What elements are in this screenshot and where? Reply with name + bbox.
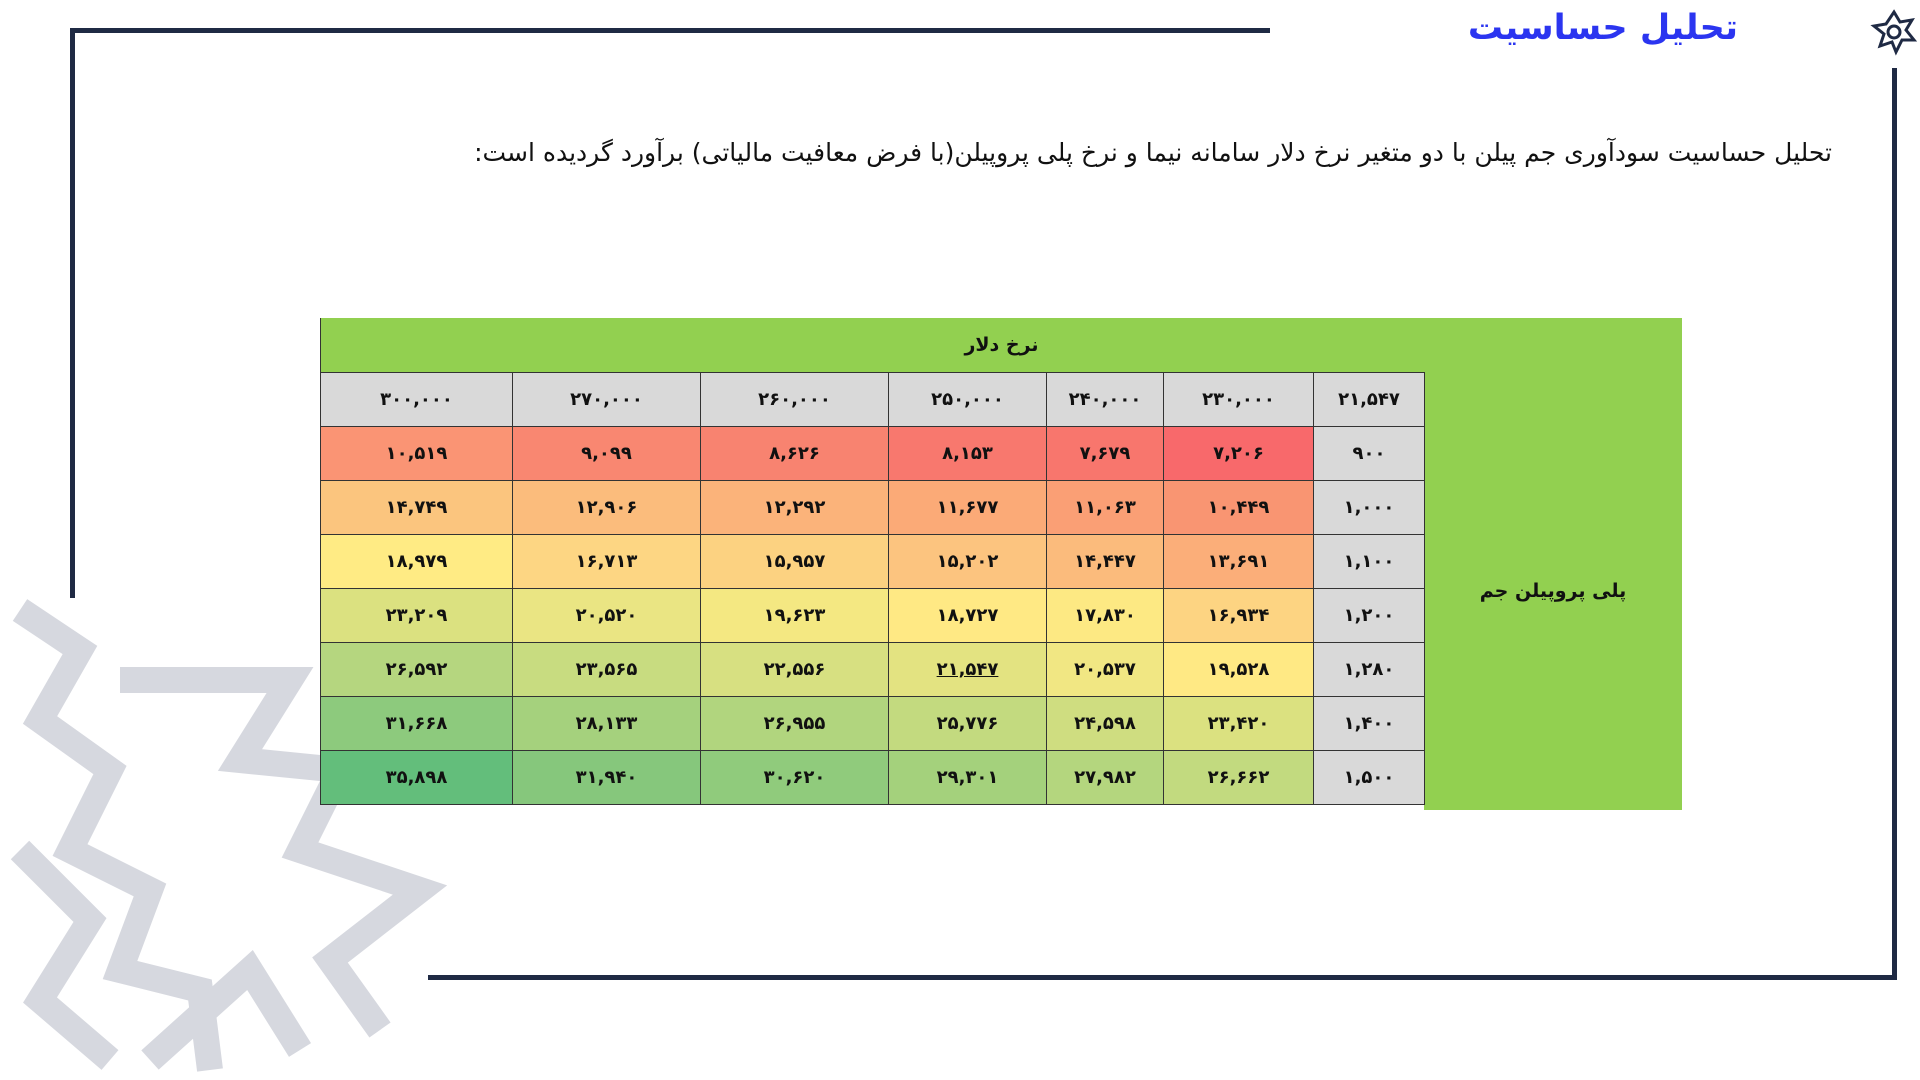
column-axis-header: نرخ دلار xyxy=(320,318,1682,372)
page-title: تحلیل حساسیت xyxy=(1467,8,1738,48)
value-text: ۲۲,۵۵۶ xyxy=(763,659,826,680)
column-header: ۲۵۰,۰۰۰ xyxy=(889,373,1047,427)
value-cell xyxy=(1164,427,1314,481)
value-cell xyxy=(1164,535,1314,589)
value-cell xyxy=(321,589,513,643)
value-cell xyxy=(1164,751,1314,805)
table-row xyxy=(321,481,1425,535)
value-cell xyxy=(321,535,513,589)
row-label: ۱,۵۰۰ xyxy=(1314,751,1425,805)
value-cell xyxy=(1164,481,1314,535)
frame-bottom-line xyxy=(428,975,1897,980)
value-cell xyxy=(889,535,1047,589)
table-row xyxy=(321,535,1425,589)
value-text: ۳۵,۸۹۸ xyxy=(385,767,448,788)
value-cell xyxy=(701,589,889,643)
value-text: ۲۴,۵۹۸ xyxy=(1074,713,1136,734)
sensitivity-table xyxy=(320,318,1682,810)
value-text: ۱۸,۹۷۹ xyxy=(385,551,448,572)
value-text: ۱۸,۷۲۷ xyxy=(936,605,999,626)
value-cell xyxy=(701,643,889,697)
value-cell xyxy=(321,481,513,535)
column-header: ۲۷۰,۰۰۰ xyxy=(513,373,701,427)
value-cell xyxy=(513,697,701,751)
intro-paragraph: تحلیل حساسیت سودآوری جم پیلن با دو متغیر نرخ دلار سامانه نیما و نرخ پلی پروپیلن(با فرض معافیت مالیاتی) برآورد گردیده است: xyxy=(474,138,1832,167)
value-cell xyxy=(889,751,1047,805)
value-text: ۲۵,۷۷۶ xyxy=(936,713,999,734)
value-text: ۲۷,۹۸۲ xyxy=(1074,767,1136,788)
table-row xyxy=(321,589,1425,643)
value-cell xyxy=(513,589,701,643)
row-label: ۱,۲۸۰ xyxy=(1314,643,1425,697)
header-row xyxy=(321,373,1425,427)
value-text: ۲۳,۴۲۰ xyxy=(1207,713,1270,734)
value-cell xyxy=(1047,481,1164,535)
frame-right-line xyxy=(1892,68,1897,980)
value-cell xyxy=(889,427,1047,481)
row-label: ۱,۴۰۰ xyxy=(1314,697,1425,751)
value-text: ۸,۱۵۳ xyxy=(942,443,993,464)
value-text: ۱۶,۷۱۳ xyxy=(575,551,638,572)
value-cell xyxy=(701,697,889,751)
company-logo-icon xyxy=(1870,8,1918,56)
value-text: ۱۵,۹۵۷ xyxy=(763,551,826,572)
value-cell xyxy=(321,427,513,481)
value-text: ۱۵,۲۰۲ xyxy=(936,551,999,572)
value-text: ۷,۶۷۹ xyxy=(1079,443,1131,464)
value-text: ۲۰,۵۳۷ xyxy=(1074,659,1136,680)
column-header: ۲۶۰,۰۰۰ xyxy=(701,373,889,427)
value-cell xyxy=(1164,697,1314,751)
value-cell xyxy=(701,427,889,481)
corner-base-value: ۲۱,۵۴۷ xyxy=(1314,373,1425,427)
value-text: ۳۰,۶۲۰ xyxy=(763,767,826,788)
value-text: ۲۳,۲۰۹ xyxy=(385,605,448,626)
value-cell xyxy=(321,643,513,697)
value-cell xyxy=(701,751,889,805)
column-header: ۲۳۰,۰۰۰ xyxy=(1164,373,1314,427)
frame-top-line xyxy=(70,28,1270,33)
value-text: ۱۴,۷۴۹ xyxy=(385,497,448,518)
frame-left-line xyxy=(70,28,75,598)
value-text: ۱۹,۵۲۸ xyxy=(1207,659,1270,680)
table-row xyxy=(321,427,1425,481)
table-row xyxy=(321,643,1425,697)
value-text: ۱۲,۹۰۶ xyxy=(575,497,638,518)
value-cell xyxy=(1047,697,1164,751)
value-cell xyxy=(889,697,1047,751)
row-label: ۱,۲۰۰ xyxy=(1314,589,1425,643)
value-cell xyxy=(889,589,1047,643)
base-case-cell xyxy=(889,643,1047,697)
value-text: ۲۶,۶۶۲ xyxy=(1207,767,1270,788)
value-text: ۷,۲۰۶ xyxy=(1213,443,1264,464)
row-label: ۱,۰۰۰ xyxy=(1314,481,1425,535)
value-text: ۱۴,۴۴۷ xyxy=(1074,551,1136,572)
value-text: ۲۸,۱۳۳ xyxy=(575,713,638,734)
sensitivity-grid xyxy=(320,372,1425,805)
value-text: ۲۶,۵۹۲ xyxy=(385,659,448,680)
row-label: ۹۰۰ xyxy=(1314,427,1425,481)
value-cell xyxy=(701,481,889,535)
value-cell xyxy=(513,481,701,535)
value-cell xyxy=(1164,589,1314,643)
value-text: ۸,۶۲۶ xyxy=(769,443,820,464)
value-text: ۱۳,۶۹۱ xyxy=(1207,551,1270,572)
value-cell xyxy=(889,481,1047,535)
value-text: ۳۱,۶۶۸ xyxy=(385,713,448,734)
value-text: ۲۳,۵۶۵ xyxy=(575,659,638,680)
value-cell xyxy=(513,427,701,481)
value-cell xyxy=(513,643,701,697)
value-text: ۱۶,۹۳۴ xyxy=(1207,605,1270,626)
value-text: ۲۱,۵۴۷ xyxy=(936,659,999,680)
column-header: ۳۰۰,۰۰۰ xyxy=(321,373,513,427)
value-text: ۳۱,۹۴۰ xyxy=(575,767,638,788)
row-axis-header: پلی پروپیلن جم xyxy=(1424,372,1682,810)
value-cell xyxy=(701,535,889,589)
column-header: ۲۴۰,۰۰۰ xyxy=(1047,373,1164,427)
value-cell xyxy=(513,751,701,805)
value-text: ۱۱,۰۶۳ xyxy=(1074,497,1136,518)
value-text: ۱۰,۵۱۹ xyxy=(385,443,448,464)
value-cell xyxy=(1047,643,1164,697)
value-text: ۲۶,۹۵۵ xyxy=(763,713,826,734)
value-cell xyxy=(321,697,513,751)
value-cell xyxy=(1047,589,1164,643)
table-row xyxy=(321,751,1425,805)
value-cell xyxy=(1164,643,1314,697)
value-text: ۲۹,۳۰۱ xyxy=(936,767,999,788)
value-text: ۱۹,۶۲۳ xyxy=(763,605,826,626)
value-text: ۲۰,۵۲۰ xyxy=(575,605,638,626)
value-cell xyxy=(1047,751,1164,805)
value-cell xyxy=(513,535,701,589)
value-text: ۱۷,۸۳۰ xyxy=(1074,605,1136,626)
value-text: ۱۲,۲۹۲ xyxy=(763,497,826,518)
table-row xyxy=(321,697,1425,751)
value-text: ۱۰,۴۴۹ xyxy=(1207,497,1270,518)
value-text: ۹,۰۹۹ xyxy=(581,443,632,464)
row-label: ۱,۱۰۰ xyxy=(1314,535,1425,589)
value-cell xyxy=(1047,535,1164,589)
value-cell xyxy=(1047,427,1164,481)
value-cell xyxy=(321,751,513,805)
value-text: ۱۱,۶۷۷ xyxy=(936,497,999,518)
